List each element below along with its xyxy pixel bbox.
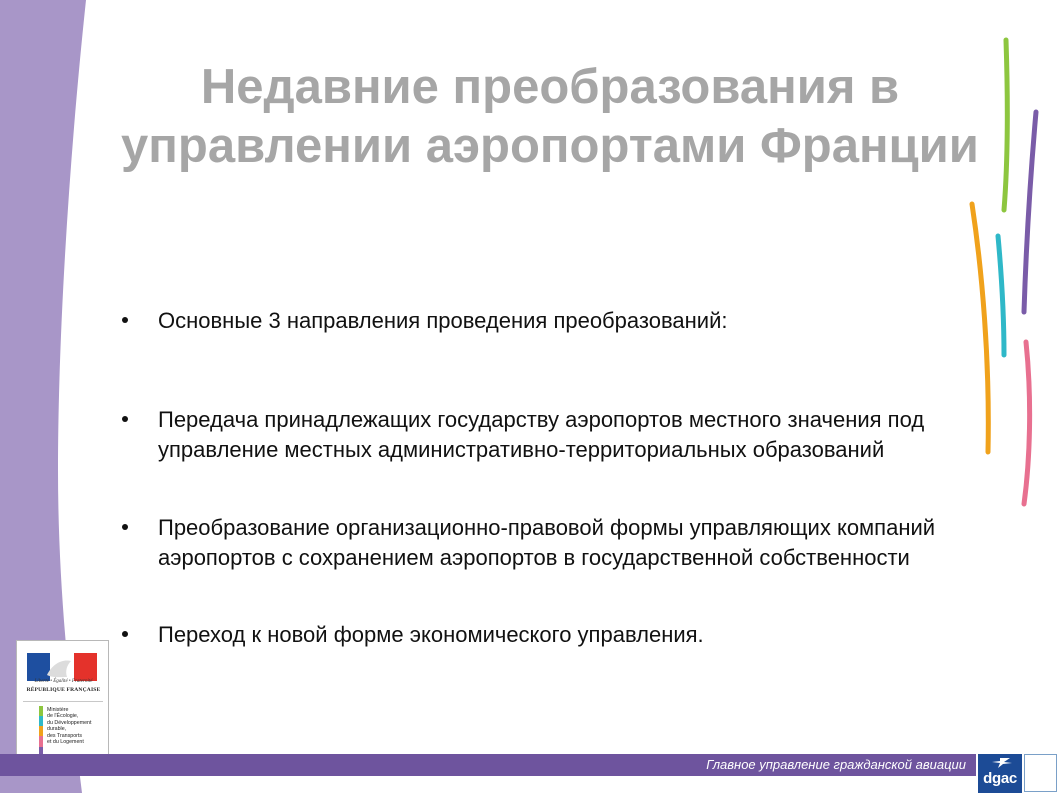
bullet-item: [118, 306, 1018, 336]
logo-republic: RÉPUBLIQUE FRANÇAISE: [26, 687, 101, 693]
bullet-dot-icon: [122, 524, 128, 530]
logo-ministry: Ministère de l'Écologie, du Développement durable, des Transports et du Logement: [47, 707, 92, 746]
logo-divider: [23, 701, 103, 702]
corner-box: [1024, 754, 1057, 792]
footer-organization: Главное управление гражданской авиации: [706, 757, 966, 772]
marianne-flag-icon: [27, 653, 97, 681]
bullet-dot-icon: [122, 416, 128, 422]
footer-bar: [0, 754, 976, 776]
bullet-text: Передача принадлежащих государству аэропортов местного значения под управление местных административно-территориальных образований: [158, 407, 925, 462]
bullet-dot-icon: [122, 317, 128, 323]
bullet-text: Преобразование организационно-правовой формы управляющих компаний аэропортов с сохранением аэропортов в государственной собственности: [158, 515, 936, 570]
streak-pink: [1024, 342, 1030, 504]
bullet-item: [118, 513, 1018, 573]
streak-orange: [972, 204, 988, 452]
dgac-label: dgac: [983, 770, 1017, 787]
decorative-streaks: [960, 30, 1058, 520]
slide-title: Недавние преобразования в управлении аэропортами Франции: [121, 60, 979, 173]
ministry-logo: [16, 640, 109, 764]
streak-purple: [1024, 112, 1036, 312]
bullet-item: [118, 405, 1018, 465]
ministry-stripes-icon: [39, 706, 43, 758]
streak-green: [1004, 40, 1007, 210]
logo-motto: Liberté • Égalité • Fraternité: [34, 679, 93, 684]
bullet-text: Основные 3 направления проведения преобразований:: [158, 308, 728, 333]
bullet-dot-icon: [122, 631, 128, 637]
dgac-logo: [978, 754, 1022, 793]
bullet-text: Переход к новой форме экономического управления.: [158, 622, 704, 647]
bullet-item: [118, 620, 1018, 650]
streak-cyan: [998, 236, 1004, 355]
